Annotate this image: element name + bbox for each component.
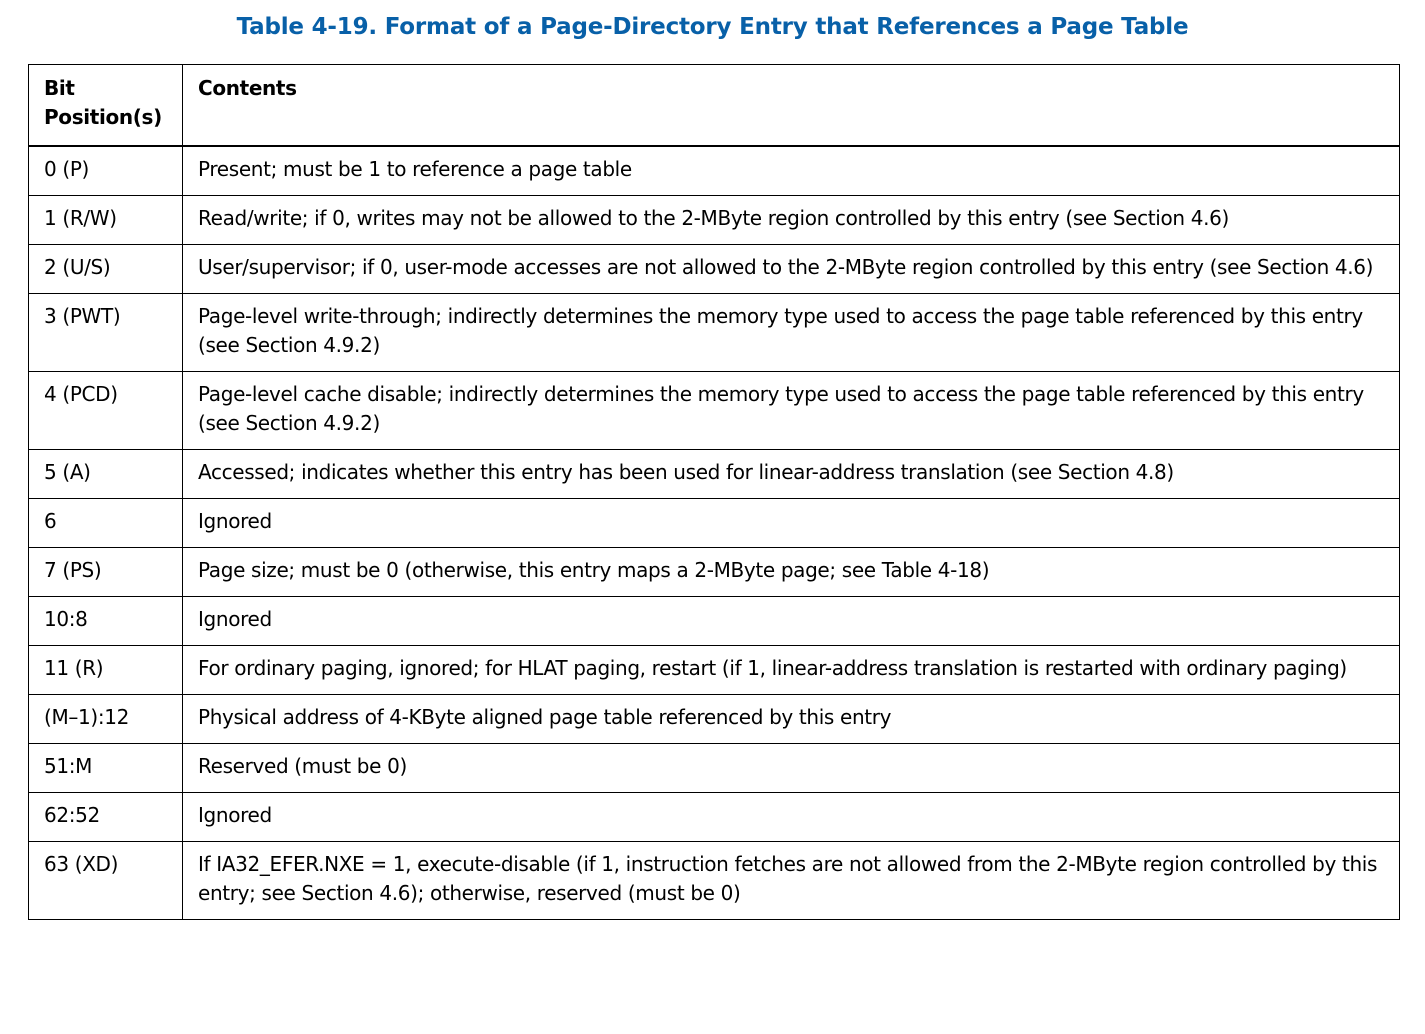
contents-cell: Ignored [183,793,1400,842]
bit-position-cell: 5 (A) [29,450,183,499]
contents-cell: User/supervisor; if 0, user-mode accesses are not allowed to the 2-MByte region controlled by this entry (see Section 4.6) [183,245,1400,294]
table-row [29,450,1400,499]
table-caption: Table 4-19. Format of a Page-Directory Entry that References a Page Table [236,14,1189,40]
header-bit-positions: Bit Position(s) [29,65,183,147]
bit-position-cell: 11 (R) [29,646,183,695]
table-row [29,695,1400,744]
table-row [29,196,1400,245]
table-row [29,646,1400,695]
contents-cell: Page-level cache disable; indirectly determines the memory type used to access the page table referenced by this entry (see Section 4.9.2) [183,372,1400,450]
contents-cell: Page-level write-through; indirectly determines the memory type used to access the page table referenced by this entry (see Section 4.9.2) [183,294,1400,372]
header-contents: Contents [183,65,1400,147]
page-directory-entry-table [28,64,1400,920]
contents-cell: Read/write; if 0, writes may not be allowed to the 2-MByte region controlled by this entry (see Section 4.6) [183,196,1400,245]
contents-cell: Accessed; indicates whether this entry has been used for linear-address translation (see Section 4.8) [183,450,1400,499]
bit-position-cell: 7 (PS) [29,548,183,597]
bit-position-cell: 0 (P) [29,146,183,196]
contents-cell: Ignored [183,597,1400,646]
table-row [29,245,1400,294]
bit-position-cell: 3 (PWT) [29,294,183,372]
bit-position-cell: 6 [29,499,183,548]
table-header-row [29,65,1400,147]
bit-position-cell: 51:M [29,744,183,793]
table-row [29,294,1400,372]
bit-position-cell: 2 (U/S) [29,245,183,294]
bit-position-cell: 1 (R/W) [29,196,183,245]
contents-cell: Ignored [183,499,1400,548]
bit-position-cell: 62:52 [29,793,183,842]
bit-position-cell: 63 (XD) [29,842,183,920]
contents-cell: If IA32_EFER.NXE = 1, execute-disable (if 1, instruction fetches are not allowed from the 2-MByte region controlled by this entry; see Section 4.6); otherwise, reserved (must be 0) [183,842,1400,920]
contents-cell: For ordinary paging, ignored; for HLAT paging, restart (if 1, linear-address translation is restarted with ordinary paging) [183,646,1400,695]
contents-cell: Present; must be 1 to reference a page table [183,146,1400,196]
contents-cell: Reserved (must be 0) [183,744,1400,793]
table-row [29,793,1400,842]
contents-cell: Physical address of 4-KByte aligned page table referenced by this entry [183,695,1400,744]
table-row [29,744,1400,793]
table-row [29,146,1400,196]
table-row [29,372,1400,450]
table-row [29,499,1400,548]
bit-position-cell: 4 (PCD) [29,372,183,450]
table-row [29,842,1400,920]
bit-position-cell: 10:8 [29,597,183,646]
table-row [29,597,1400,646]
contents-cell: Page size; must be 0 (otherwise, this entry maps a 2-MByte page; see Table 4-18) [183,548,1400,597]
bit-position-cell: (M–1):12 [29,695,183,744]
table-row [29,548,1400,597]
